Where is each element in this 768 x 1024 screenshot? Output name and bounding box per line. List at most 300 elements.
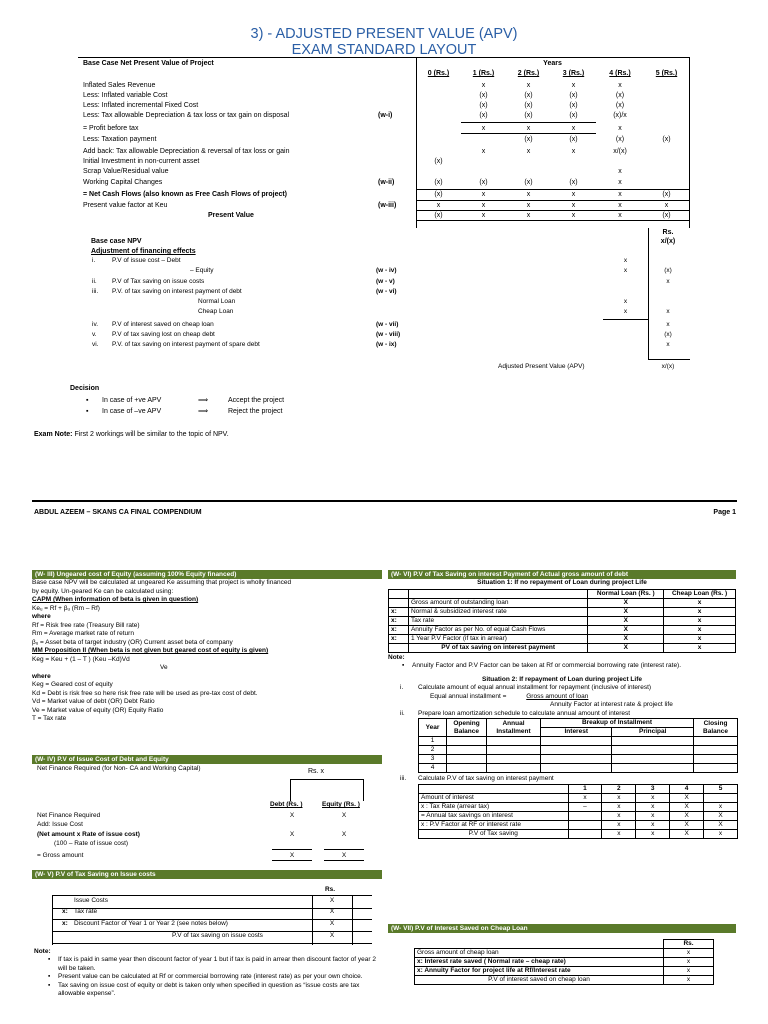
pv-year: 3 bbox=[636, 784, 670, 793]
w6-prefix: x: bbox=[389, 607, 409, 616]
layout-cell: (x) bbox=[569, 179, 578, 186]
w5-prefix: x: bbox=[62, 908, 68, 915]
layout-row-label: Less: Tax allowable Depreciation & tax loss or tax gain on disposal bbox=[83, 112, 290, 119]
decision-item: ▪ In case of +ve APV ⟹ Accept the project bbox=[86, 397, 285, 404]
w6-cheap: x bbox=[664, 607, 736, 616]
w6-normal: X bbox=[588, 625, 664, 634]
schedule-cell bbox=[612, 737, 694, 746]
layout-cell: (x) bbox=[662, 136, 671, 143]
working-ref: (w - viii) bbox=[376, 331, 401, 338]
schedule-cell bbox=[447, 746, 487, 755]
definition: Rf = Risk free rate (Treasury Bill rate) bbox=[32, 621, 140, 629]
w6-section bbox=[388, 570, 736, 920]
w4-rs-x: Rs. x bbox=[308, 768, 324, 775]
w4-debt: X bbox=[289, 852, 295, 859]
w7-value: x bbox=[664, 976, 714, 985]
schedule-year: 4 bbox=[419, 764, 447, 773]
schedule-year: 1 bbox=[419, 737, 447, 746]
pv-cell bbox=[568, 829, 602, 838]
situation-1: Situation 1: If no repayment of Loan during project Life bbox=[477, 579, 647, 586]
layout-cell: (x) bbox=[479, 112, 488, 119]
working-ref: (w-i) bbox=[378, 112, 393, 119]
col-annual-installment: Annual Installment bbox=[487, 719, 541, 737]
schedule-cell bbox=[612, 764, 694, 773]
adj-number: vi. bbox=[92, 341, 99, 348]
layout-cell: x bbox=[571, 125, 576, 132]
working-ref: (w - v) bbox=[376, 278, 395, 285]
layout-row-label: Inflated Sales Revenue bbox=[83, 82, 156, 89]
layout-cell: x bbox=[571, 148, 576, 155]
w5-row-label: Discount Factor of Year 1 or Year 2 (see notes below) bbox=[74, 920, 228, 927]
layout-row-label: Present Value bbox=[208, 212, 254, 219]
w7-table bbox=[414, 939, 714, 985]
layout-cell: (x) bbox=[662, 191, 671, 198]
layout-cell: x bbox=[618, 168, 622, 175]
adj-label: Normal Loan bbox=[198, 298, 236, 305]
apv-layout bbox=[78, 57, 690, 370]
layout-cell: x bbox=[618, 82, 622, 89]
w6-normal: X bbox=[588, 634, 664, 643]
schedule-cell bbox=[447, 755, 487, 764]
layout-cell: (x) bbox=[479, 179, 488, 186]
layout-cell: x bbox=[526, 148, 531, 155]
adj-label: P.V. of tax saving on interest payment of spare debt bbox=[112, 341, 260, 348]
layout-cell: (x) bbox=[479, 92, 488, 99]
w7-value: x bbox=[664, 958, 714, 967]
pv-cell bbox=[568, 820, 602, 829]
w5-bar: (W- V) P.V of Tax Saving on Issue costs bbox=[32, 870, 382, 879]
pv-cell: x bbox=[636, 793, 670, 802]
w6-label: 1 Year P.V Factor (if tax in arrear) bbox=[408, 634, 587, 643]
schedule-cell bbox=[694, 764, 738, 773]
col-opening-balance: Opening Balance bbox=[447, 719, 487, 737]
layout-row-label: Present value factor at Keu bbox=[83, 202, 168, 209]
w5-value: X bbox=[329, 920, 335, 927]
w5-row-label: Issue Costs bbox=[74, 897, 108, 904]
footer-rule bbox=[32, 500, 737, 502]
w7-section bbox=[388, 924, 736, 1024]
layout-cell: (x) bbox=[569, 136, 578, 143]
schedule-row bbox=[419, 737, 738, 746]
definition: Keg = Geared cost of equity bbox=[32, 681, 113, 688]
schedule-cell bbox=[447, 737, 487, 746]
layout-cell: x bbox=[526, 125, 531, 132]
w5-row-label: P.V of tax saving on issue costs bbox=[172, 932, 263, 939]
capm-heading: CAPM (When information of beta is given in question) bbox=[32, 596, 199, 603]
schedule-cell bbox=[487, 755, 541, 764]
adj-right: x bbox=[666, 308, 670, 315]
w3-bar: (W- III) Ungeared cost of Equity (assuming 100% Equity financed) bbox=[32, 570, 382, 579]
w5-prefix: x: bbox=[62, 920, 68, 927]
exam-note: Exam Note: First 2 workings will be similar to the topic of NPV. bbox=[34, 431, 229, 438]
layout-row-label: = Profit before tax bbox=[83, 125, 139, 132]
w6-normal: X bbox=[588, 598, 664, 607]
layout-row-label: Less: Inflated variable Cost bbox=[83, 92, 168, 99]
layout-row-label: Working Capital Changes bbox=[83, 179, 163, 186]
w5-value: X bbox=[329, 897, 335, 904]
w6-normal: X bbox=[588, 607, 664, 616]
adj-label: Cheap Loan bbox=[198, 308, 234, 315]
pv-cell bbox=[568, 811, 602, 820]
w6-row bbox=[389, 598, 736, 607]
schedule-row bbox=[419, 764, 738, 773]
w7-value: x bbox=[664, 949, 714, 958]
w4-line: Net Finance Required (for Non- CA and Working Capital) bbox=[37, 765, 201, 772]
w4-bar: (W- IV) P.V of Issue Cost of Debt and Equity bbox=[32, 755, 382, 764]
mm-formula: Keg = Keu + (1 – T ) (Keu –Kd)Vd bbox=[32, 655, 130, 663]
apv-value: x/(x) bbox=[661, 363, 675, 370]
schedule-cell bbox=[447, 764, 487, 773]
formula-denominator: Annuity Factor at interest rate & project life bbox=[550, 701, 673, 708]
layout-row-label: Add back: Tax allowable Depreciation & reversal of tax loss or gain bbox=[83, 148, 290, 155]
w4-row-label: = Gross amount bbox=[37, 852, 84, 859]
layout-cell: x bbox=[481, 148, 486, 155]
adj-right: (x) bbox=[664, 331, 672, 338]
col-closing-balance: Closing Balance bbox=[694, 719, 738, 737]
adjustment-heading: Adjustment of financing effects bbox=[91, 248, 196, 255]
capm-formula: Keᵤ = Rf + βᵤ (Rm – Rf) bbox=[32, 604, 100, 612]
col-cheap-loan: Cheap Loan (Rs. ) bbox=[664, 589, 736, 598]
years-label: Years bbox=[543, 60, 562, 67]
w6-prefix bbox=[389, 598, 409, 607]
pv-row bbox=[419, 820, 738, 829]
pv-cell: x bbox=[636, 829, 670, 838]
schedule-cell bbox=[541, 746, 612, 755]
w7-value: x bbox=[664, 967, 714, 976]
w6-label: Tax rate bbox=[408, 616, 587, 625]
pv-cell: x bbox=[636, 802, 670, 811]
year-header: 3 (Rs.) bbox=[562, 70, 585, 77]
note-item: ▪ Tax saving on issue cost of equity or debt is taken only when specified in question as “issue costs are tax allowable expense”. bbox=[48, 981, 360, 997]
note-label: Note: bbox=[388, 653, 405, 661]
year-header: 0 (Rs.) bbox=[427, 70, 450, 77]
situation-2: Situation 2: If repayment of Loan during project Life bbox=[482, 675, 642, 683]
w6-row bbox=[389, 616, 736, 625]
pv-label: = Annual tax savings on interest bbox=[419, 811, 569, 820]
working-ref: (w-iii) bbox=[378, 202, 397, 209]
w3-line: Base case NPV will be calculated at ungeared Ke assuming that project is wholly financed bbox=[32, 579, 292, 586]
layout-cell: x bbox=[618, 212, 622, 219]
w5-notes bbox=[48, 956, 378, 999]
schedule-row bbox=[419, 755, 738, 764]
layout-cell: (x) bbox=[479, 102, 488, 109]
pv-cell bbox=[704, 793, 738, 802]
where-label: where bbox=[32, 672, 51, 680]
w7-label: x: Annuity Factor for project life at Rf/Interest rate bbox=[415, 967, 664, 976]
adj-number: ii. bbox=[92, 278, 97, 285]
adj-label: P.V of tax saving lost on cheap debt bbox=[112, 331, 215, 338]
layout-cell: x bbox=[664, 202, 669, 209]
adj-label: P.V of interest saved on cheap loan bbox=[112, 321, 214, 328]
pv-cell: X bbox=[670, 820, 704, 829]
pv-cell: x bbox=[636, 820, 670, 829]
schedule-cell bbox=[487, 746, 541, 755]
adj-mid: x bbox=[623, 308, 628, 315]
layout-cell: (x) bbox=[615, 102, 625, 109]
layout-cell: x bbox=[571, 202, 576, 209]
note-item: ▪ Present value can be calculated at Rf or commercial borrowing rate (interest rate) as per your own choice. bbox=[48, 973, 363, 980]
w6-cheap: x bbox=[664, 634, 736, 643]
layout-cell: x/(x) bbox=[613, 148, 627, 155]
layout-cell: (x) bbox=[434, 191, 443, 198]
schedule-row bbox=[419, 746, 738, 755]
layout-cell: x bbox=[526, 202, 531, 209]
w5-value: X bbox=[329, 908, 335, 915]
layout-cell: (x) bbox=[569, 112, 578, 119]
w6-cheap: x bbox=[664, 643, 736, 652]
pv-cell: x bbox=[602, 793, 636, 802]
layout-row-label: Scrap Value/Residual value bbox=[83, 168, 169, 175]
definition: Rm = Average market rate of return bbox=[32, 630, 134, 637]
decision-heading: Decision bbox=[70, 385, 100, 392]
decision-list bbox=[86, 396, 284, 418]
pv-cell: x bbox=[602, 829, 636, 838]
pv-label: Amount of interest bbox=[419, 793, 569, 802]
w6-row bbox=[389, 607, 736, 616]
layout-cell: (x) bbox=[569, 102, 578, 109]
layout-cell: x bbox=[571, 191, 576, 198]
adj-mid: x bbox=[623, 267, 628, 274]
pv-year: 1 bbox=[568, 784, 602, 793]
w4-row-label: Add: Issue Cost bbox=[37, 821, 83, 828]
adj-mid: x bbox=[623, 257, 628, 264]
equal-installment-formula: Equal annual installment = Gross amount of loan bbox=[430, 692, 589, 700]
w6-prefix: x: bbox=[389, 625, 409, 634]
w6-label: Normal & subsidized interest rate bbox=[408, 607, 587, 616]
pv-tax-saving-table bbox=[418, 784, 738, 839]
w4-row-label: (Net amount x Rate of issue cost) bbox=[37, 831, 140, 838]
working-ref: (w - vii) bbox=[376, 321, 399, 328]
w7-label: Gross amount of cheap loan bbox=[415, 949, 664, 958]
schedule-cell bbox=[694, 737, 738, 746]
page-title: 3) - ADJUSTED PRESENT VALUE (APV) bbox=[250, 26, 518, 42]
pv-label: x : Tax Rate (arrear tax) bbox=[419, 802, 569, 811]
adj-mid: x bbox=[623, 298, 628, 305]
layout-cell: (x) bbox=[434, 158, 443, 165]
w7-bar: (W- VII) P.V of Interest Saved on Cheap Loan bbox=[388, 924, 736, 933]
working-ref: (w-ii) bbox=[378, 179, 395, 186]
adj-label: – Equity bbox=[190, 267, 214, 274]
pv-row bbox=[419, 811, 738, 820]
layout-cell: x bbox=[618, 179, 622, 186]
adj-number: iv. bbox=[92, 321, 99, 328]
w4-debt: X bbox=[289, 831, 295, 838]
col-breakup: Breakup of Installment bbox=[541, 719, 694, 728]
layout-cell: (x) bbox=[524, 102, 533, 109]
layout-cell: x bbox=[618, 125, 622, 132]
footer-author: ABDUL AZEEM – SKANS CA FINAL COMPENDIUM bbox=[34, 509, 202, 516]
w7-row bbox=[415, 949, 714, 958]
layout-cell: (x) bbox=[524, 179, 533, 186]
w4-equity: X bbox=[341, 831, 347, 838]
note-item: ▪ If tax is paid in same year then discount factor of year 1 but if tax is paid in arrear then discount factor of year 2 will be taken. bbox=[48, 956, 376, 972]
step-iii: iii. Calculate P.V of tax saving on interest payment bbox=[400, 775, 554, 782]
pv-year: 5 bbox=[704, 784, 738, 793]
w5-section bbox=[32, 870, 382, 1024]
w7-label: P.V of interest saved on cheap loan bbox=[415, 976, 664, 985]
layout-cell: (x) bbox=[662, 212, 671, 219]
amortization-schedule bbox=[418, 718, 738, 773]
layout-cell: x bbox=[526, 191, 531, 198]
pv-cell: X bbox=[670, 793, 704, 802]
pv-cell: x bbox=[704, 829, 738, 838]
adj-number: i. bbox=[92, 257, 96, 264]
layout-cell: x bbox=[571, 82, 576, 89]
schedule-cell bbox=[487, 764, 541, 773]
w6-row bbox=[389, 625, 736, 634]
definition: Kd = Debt is risk free so here risk free rate will be used as pre-tax cost of debt. bbox=[32, 689, 258, 697]
layout-cell: (x) bbox=[615, 136, 625, 143]
adj-number: iii. bbox=[92, 288, 99, 295]
schedule-cell bbox=[694, 755, 738, 764]
w6-prefix: x: bbox=[389, 634, 409, 643]
working-ref: (w - ix) bbox=[376, 341, 397, 348]
layout-cell: (x) bbox=[434, 212, 443, 219]
layout-cell: (x)/x bbox=[613, 112, 627, 119]
layout-cell: x bbox=[436, 202, 441, 209]
w5-value: X bbox=[329, 932, 335, 939]
adj-label: P.V of Tax saving on issue costs bbox=[112, 278, 205, 285]
pv-cell: X bbox=[704, 820, 738, 829]
w6-row bbox=[389, 634, 736, 643]
layout-cell: (x) bbox=[524, 112, 533, 119]
schedule-cell bbox=[541, 755, 612, 764]
note-label: Note: bbox=[34, 948, 51, 955]
w6-label: PV of tax saving on interest payment bbox=[408, 643, 587, 652]
year-header: 4 (Rs.) bbox=[609, 70, 631, 77]
pv-cell: X bbox=[670, 811, 704, 820]
layout-cell: (x) bbox=[434, 179, 443, 186]
adj-right: (x) bbox=[664, 267, 672, 274]
layout-cell: x bbox=[618, 202, 622, 209]
layout-cell: x bbox=[481, 202, 486, 209]
w5-row-label: Tax rate bbox=[74, 908, 98, 915]
w6-prefix bbox=[389, 643, 409, 652]
pv-year: 4 bbox=[670, 784, 704, 793]
npv-value: x/(x) bbox=[660, 238, 676, 245]
layout-cell: (x) bbox=[569, 92, 578, 99]
schedule-year: 3 bbox=[419, 755, 447, 764]
layout-cell: x bbox=[526, 212, 531, 219]
w6-cheap: x bbox=[664, 616, 736, 625]
pv-cell: – bbox=[568, 802, 602, 811]
layout-cell: (x) bbox=[615, 92, 625, 99]
definition: T = Tax rate bbox=[32, 715, 67, 722]
layout-cell: x bbox=[481, 125, 486, 132]
col-normal-loan: Normal Loan (Rs. ) bbox=[588, 589, 664, 598]
w4-debt: X bbox=[289, 812, 295, 819]
col-interest: Interest bbox=[541, 728, 612, 737]
layout-row-label: Less: Inflated incremental Fixed Cost bbox=[83, 102, 199, 109]
w3-section bbox=[32, 570, 382, 724]
w4-equity: X bbox=[341, 852, 347, 859]
w6-label: Annuity Factor as per No. of equal Cash Flows bbox=[408, 625, 587, 634]
step-ii: ii. Prepare loan amortization schedule to calculate annual amount of interest bbox=[400, 709, 631, 717]
schedule-year: 2 bbox=[419, 746, 447, 755]
layout-row-label: = Net Cash Flows (also known as Free Cash Flows of project) bbox=[83, 191, 288, 198]
w6-label: Gross amount of outstanding loan bbox=[408, 598, 587, 607]
year-header: 1 (Rs.) bbox=[472, 70, 495, 77]
w4-row-label: Net Finance Required bbox=[37, 812, 101, 819]
rs-label: Rs. bbox=[662, 229, 674, 236]
w7-row bbox=[415, 967, 714, 976]
page-number: Page 1 bbox=[713, 509, 736, 516]
adj-right: x bbox=[666, 341, 670, 348]
base-case-npv: Base case NPV bbox=[91, 238, 142, 245]
layout-cell: x bbox=[571, 212, 576, 219]
schedule-cell bbox=[541, 764, 612, 773]
layout-row-label: Initial Investment in non-current asset bbox=[83, 158, 200, 165]
layout-cell: (x) bbox=[524, 92, 533, 99]
pv-year: 2 bbox=[602, 784, 636, 793]
w6-prefix: x: bbox=[389, 616, 409, 625]
layout-cell: x bbox=[481, 191, 486, 198]
definition: βᵤ = Asset beta of target industry (OR) Current asset beta of company bbox=[32, 638, 233, 646]
adj-right: x bbox=[666, 321, 670, 328]
layout-cell: x bbox=[526, 82, 531, 89]
base-case-heading: Base Case Net Present Value of Project bbox=[83, 60, 214, 67]
w3-line: by equity. Un-geared Ke can be calculated using: bbox=[32, 587, 174, 595]
where-label: where bbox=[32, 613, 51, 620]
layout-cell: x bbox=[618, 191, 622, 198]
pv-label: P.V of Tax saving bbox=[419, 829, 569, 838]
mm-heading: MM Proposition II (When beta is not given but geared cost of equity is given) bbox=[32, 647, 269, 654]
adj-number: v. bbox=[92, 331, 97, 338]
pv-cell: x bbox=[602, 820, 636, 829]
w7-label: x: Interest rate saved ( Normal rate – cheap rate) bbox=[415, 958, 664, 967]
pv-cell: x bbox=[602, 811, 636, 820]
situation-1-table bbox=[388, 589, 736, 653]
w6-normal: X bbox=[588, 643, 664, 652]
apv-label: Adjusted Present Value (APV) bbox=[498, 363, 585, 370]
schedule-cell bbox=[541, 737, 612, 746]
w7-row bbox=[415, 976, 714, 985]
col-year: Year bbox=[419, 719, 447, 737]
pv-row bbox=[419, 802, 738, 811]
page-subtitle: EXAM STANDARD LAYOUT bbox=[291, 42, 477, 58]
definition: Ve = Market value of equity (OR) Equity Ratio bbox=[32, 706, 164, 714]
equity-header: Equity (Rs. ) bbox=[322, 801, 360, 808]
rs-header: Rs. bbox=[324, 886, 336, 893]
pv-cell: x bbox=[602, 802, 636, 811]
schedule-cell bbox=[612, 755, 694, 764]
layout-cell: x bbox=[481, 212, 486, 219]
adj-right: x bbox=[666, 278, 670, 285]
working-ref: (w - vi) bbox=[376, 288, 397, 295]
schedule-cell bbox=[694, 746, 738, 755]
pv-cell: x bbox=[636, 811, 670, 820]
layout-cell: (x) bbox=[524, 136, 533, 143]
definition: Vd = Market value of debt (OR) Debt Ratio bbox=[32, 698, 155, 705]
schedule-cell bbox=[487, 737, 541, 746]
w7-row bbox=[415, 958, 714, 967]
w4-row-label: (100 – Rate of issue cost) bbox=[54, 840, 129, 847]
w6-cheap: x bbox=[664, 598, 736, 607]
adj-label: P.V of issue cost – Debt bbox=[112, 257, 181, 264]
layout-cell: x bbox=[481, 82, 486, 89]
pv-label: x : P.V Factor at RF or interest rate bbox=[419, 820, 569, 829]
rs-header: Rs. bbox=[664, 940, 714, 949]
w4-equity: X bbox=[341, 812, 347, 819]
layout-row-label: Less: Taxation payment bbox=[83, 136, 157, 143]
pv-cell: X bbox=[704, 811, 738, 820]
col-principal: Principal bbox=[612, 728, 694, 737]
year-header: 5 (Rs.) bbox=[655, 70, 678, 77]
pv-cell: x bbox=[704, 802, 738, 811]
w4-section bbox=[32, 755, 382, 865]
note-item: ▪ Annuity Factor and P.V Factor can be taken at Rf or commercial borrowing rate (interest rate). bbox=[402, 662, 682, 669]
working-ref: (w - iv) bbox=[376, 267, 397, 274]
